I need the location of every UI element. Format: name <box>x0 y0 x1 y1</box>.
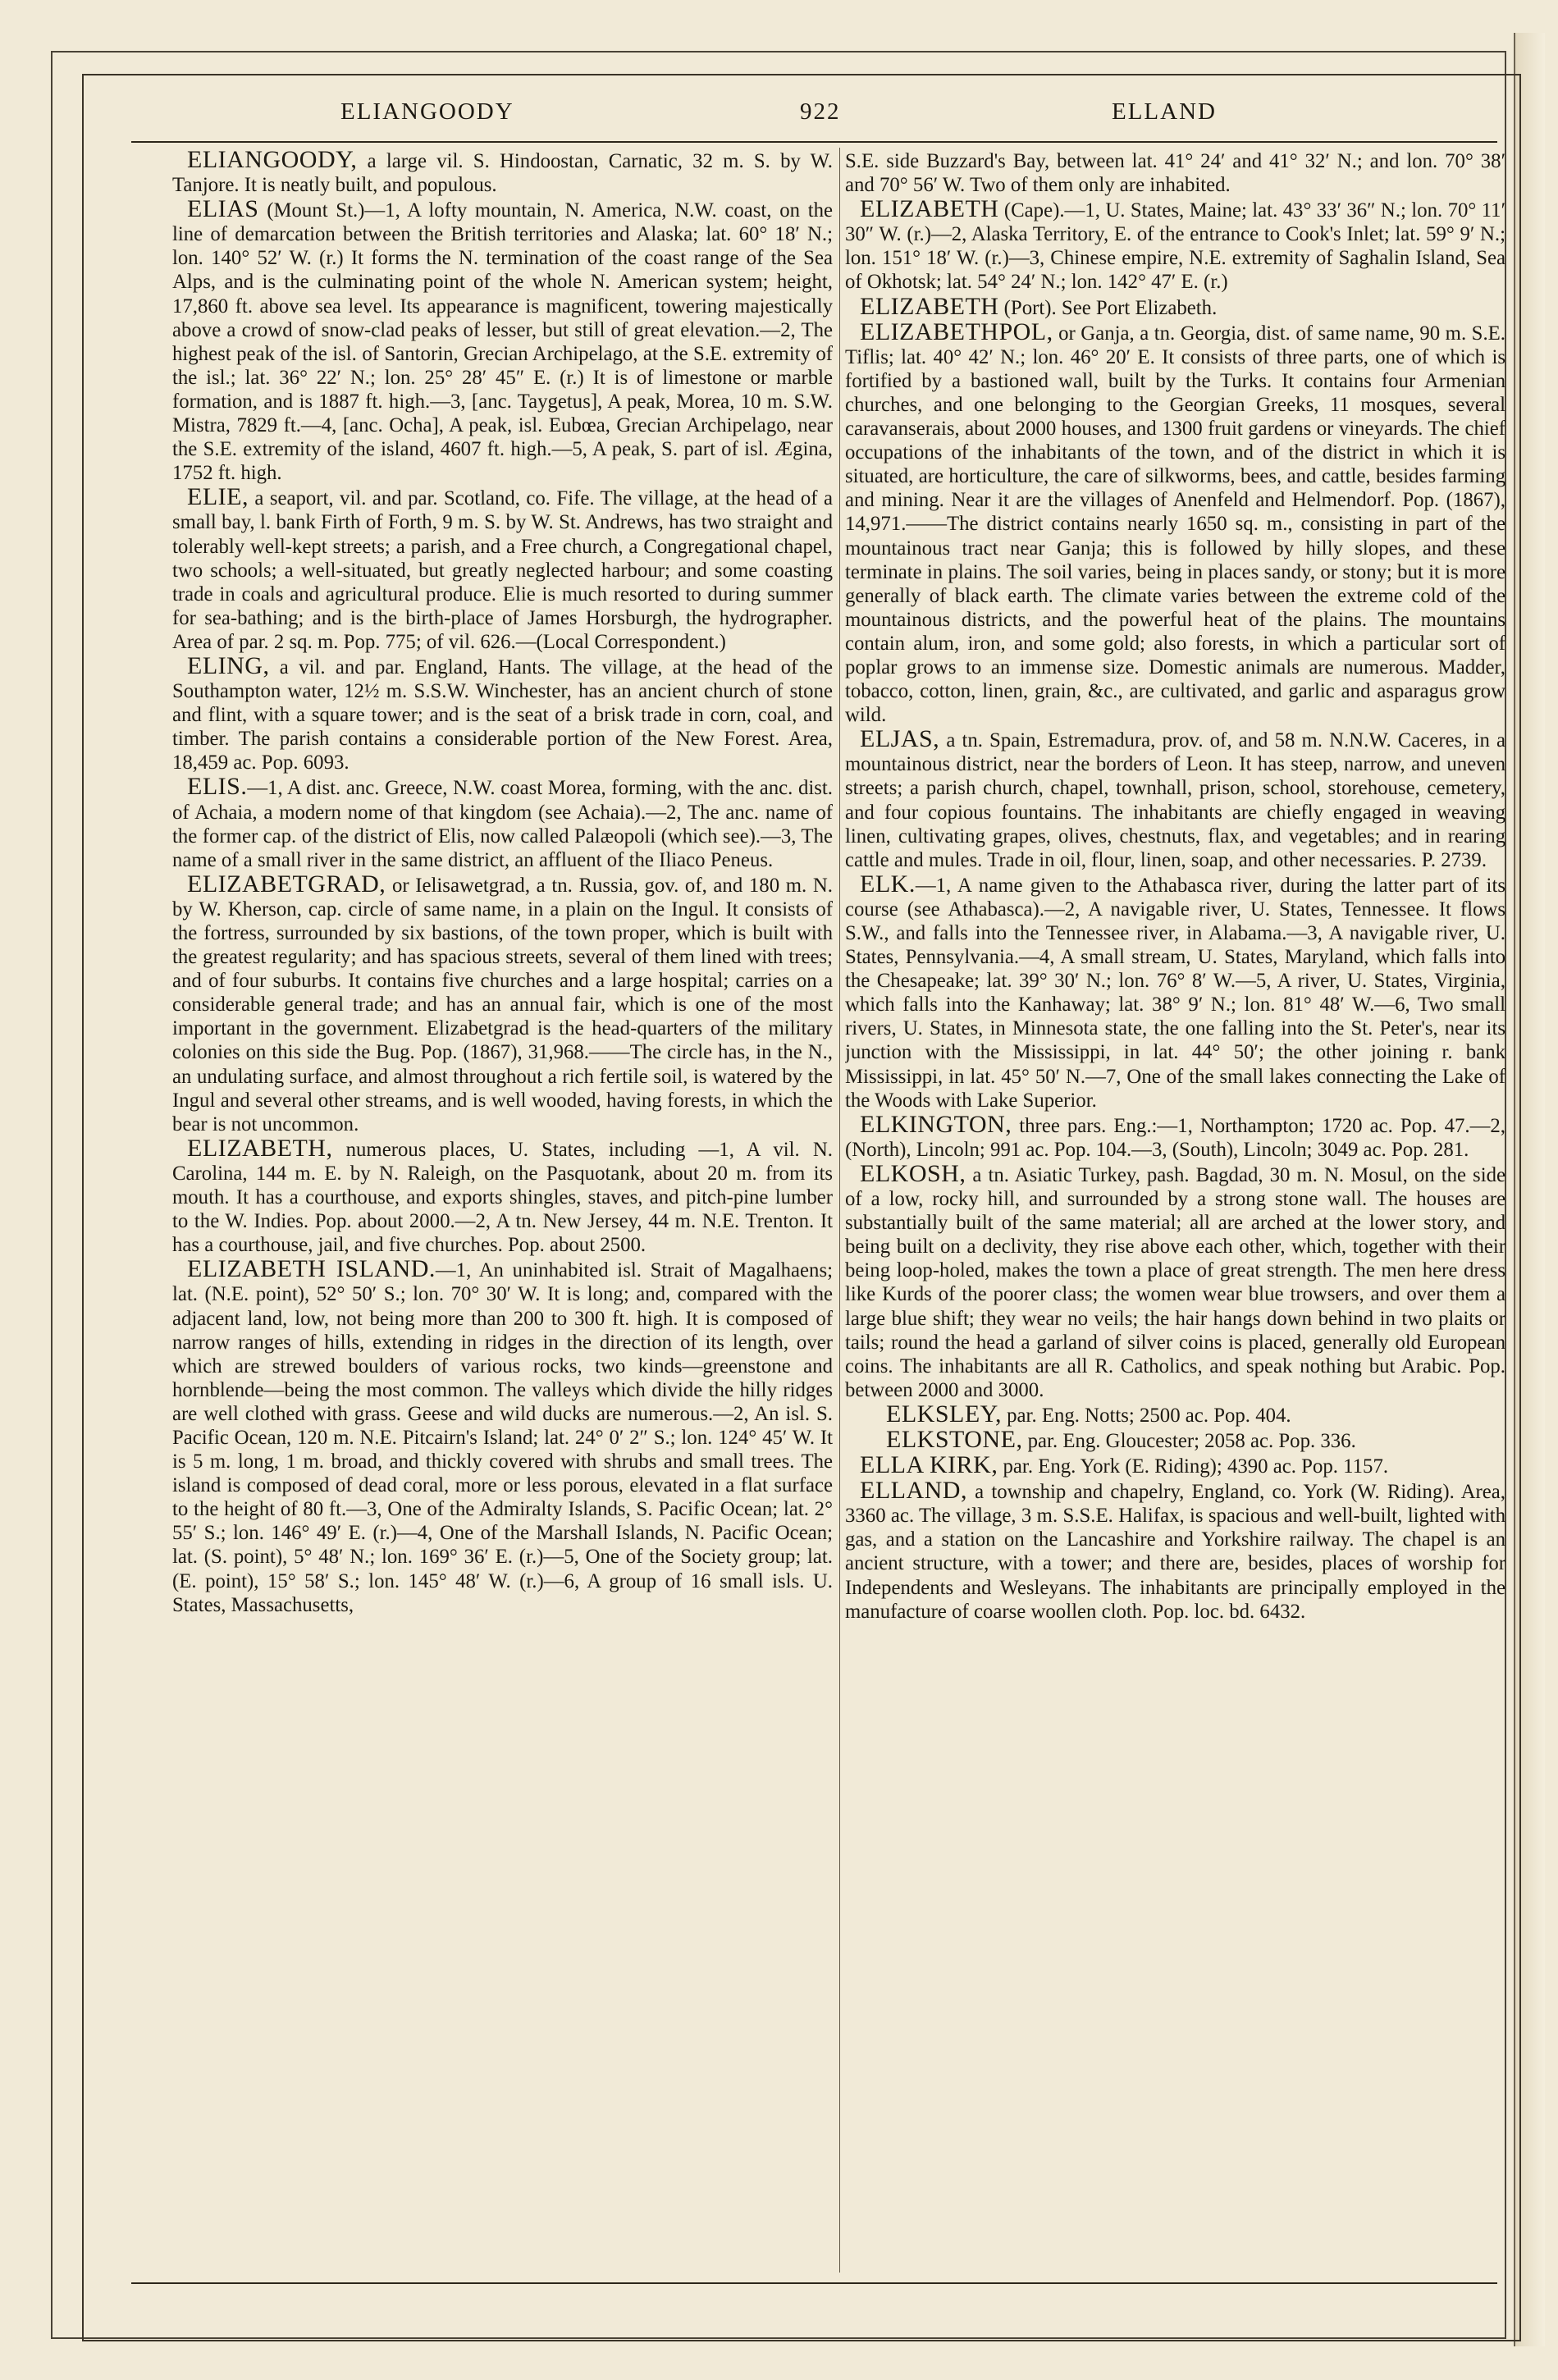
bottom-rule <box>131 2282 1497 2284</box>
entry-text: par. Eng. Notts; 2500 ac. Pop. 404. <box>1001 1404 1291 1427</box>
entry-headword: ELKINGTON, <box>860 1110 1012 1138</box>
header-right-word: ELLAND <box>1112 98 1217 125</box>
entry-headword: ELIS. <box>187 773 248 801</box>
entry-elizabeth <box>172 1136 833 1257</box>
entry-text: (Cape).—1, U. States, Maine; lat. 43° 33′ 36″ N.; lon. 70° 11′ 30″ W. (r.)—2, Alaska Territory, E. of the entrance to Cook's Inlet; lat. 59° 9′ N.; lon. 151° 18′ W. (r.)—3, Chinese empire, N.E. extremity of Saghalin Island, Sea of Okhotsk; lat. 54° 24′ N.; lon. 142° 47′ E. (r.) <box>845 199 1505 294</box>
entry-elizabeth-port <box>845 292 1505 320</box>
entry-elkosh <box>845 1159 1505 1402</box>
entry-eljas <box>845 727 1505 872</box>
entry-text: numerous places, U. States, including —1, A vil. N. Carolina, 144 m. E. by N. Raleigh, on the Pasquotank, about 20 m. from its mouth. It has a courthouse, and exports shingles, staves, and pitch-pine lumber to the W. Indies. Pop. about 2000.—2, A tn. New Jersey, 44 m. N.E. Trenton. It has a courthouse, jail, and five churches. Pop. about 2500. <box>172 1138 833 1257</box>
entry-headword: ELKOSH, <box>860 1159 966 1187</box>
entry-elias <box>172 197 833 485</box>
page-number: 922 <box>800 98 841 125</box>
header-rule <box>131 141 1497 143</box>
entry-elksley <box>845 1402 1505 1428</box>
entry-text: —1, An uninhabited isl. Strait of Magalhaens; lat. (N.E. point), 52° 50′ S.; lon. 70° 30′ W. It is long; and, compared with the adjacent land, low, not being more than 200 to 300 ft. high. It is composed of narrow ranges of hills, extending in ridges in the direction of its length, over which are strewed boulders of various rocks, two kinds—greenstone and hornblende—being the most common. The valleys which divide the hilly ridges are well clothed with grass. Geese and wild ducks are numerous.—2, An isl. S. Pacific Ocean, 120 m. N.E. Pitcairn's Island; lat. 24° 0′ 2″ S.; lon. 124° 45′ W. It is 5 m. long, 1 m. broad, and thickly covered with shrubs and small trees. The island is composed of dead coral, more or less porous, elevated in a flat surface to the height of 80 ft.—3, One of the Admiralty Islands, S. Pacific Ocean; lat. 2° 55′ S.; lon. 146° 49′ E. (r.)—4, One of the Marshall Islands, N. Pacific Ocean; lat. (S. point), 5° 48′ N.; lon. 169° 36′ E. (r.)—5, One of the Society group; lat. (E. point), 15° 58′ S.; lon. 145° 48′ W. (r.)—6, A group of 16 small isls. U. States, Massachusetts, <box>172 1259 833 1616</box>
entry-headword: ELIZABETH <box>860 292 999 320</box>
left-column <box>172 148 833 2268</box>
entry-text: (Port). See Port Elizabeth. <box>998 296 1218 319</box>
entry-headword: ELKSTONE, <box>886 1425 1023 1453</box>
entry-elizabeth-cape <box>845 197 1505 294</box>
header-left-word: ELIANGOODY <box>340 98 514 125</box>
column-divider <box>839 148 840 2273</box>
entry-text: or Ganja, a tn. Georgia, dist. of same name, 90 m. S.E. Tiflis; lat. 40° 42′ N.; lon. 46° 20′ E. It consists of three parts, one of which is fortified by a bastioned wall, built by the Turks. It contains four Armenian churches, and one belonging to the Georgian Greeks, 11 mosques, several caravanserais, about 2000 houses, and 1300 fruit gardens or vineyards. The chief occupations of the inhabitants of the town, and of the district in which it is situated, are horticulture, the care of silkworms, bees, and cattle, besides farming and mining. Near it are the villages of Anenfeld and Helmendorf. Pop. (1867), 14,971.——The district contains nearly 1650 sq. m., consisting in part of the mountainous tract near Ganja; this is followed by hilly slopes, and these terminate in plains. The soil varies, being in places sandy, or stony; but it is more generally of black earth. The climate varies between the extreme cold of the mountainous districts, and the powerful heat of the plains. The mountains contain alum, iron, and some gold; also forests, in which a particular sort of poplar grows to an immense size. Domestic animals are numerous. Madder, tobacco, cotton, linen, grain, &c., are cultivated, and garlic and asparagus grow wild. <box>845 322 1505 727</box>
entry-headword: ELIANGOODY, <box>187 148 358 173</box>
entry-headword: ELK. <box>860 870 916 898</box>
entry-headword: ELIZABETHPOL, <box>860 317 1053 345</box>
entry-text: a large vil. S. Hindoostan, Carnatic, 32 m. S. by W. Tanjore. It is neatly built, and populous. <box>172 150 833 197</box>
entry-headword: ELLA KIRK, <box>860 1451 998 1479</box>
entry-text: or Ielisawetgrad, a tn. Russia, gov. of, and 180 m. N. by W. Kherson, cap. circle of same name, in a plain on the Ingul. It consists of the fortress, surrounded by six bastions, of the town proper, which is built with the greatest regularity; and has spacious streets, several of them lined with trees; and of four suburbs. It contains five churches and a large hospital; carries on a considerable general trade; and has an annual fair, which is one of the most important in the government. Elizabetgrad is the head-quarters of the military colonies on this side the Bug. Pop. (1867), 31,968.——The circle has, in the N., an undulating surface, and almost throughout a rich fertile soil, is watered by the Ingul and several other streams, and is well wooded, having forests, in which the bear is not uncommon. <box>172 874 833 1135</box>
entry-headword: ELIZABETH ISLAND. <box>187 1255 436 1283</box>
entry-text: three pars. Eng.:—1, Northampton; 1720 ac. Pop. 47.—2, (North), Lincoln; 991 ac. Pop. 104.—3, (South), Lincoln; 3049 ac. Pop. 281. <box>845 1114 1505 1161</box>
entry-headword: ELLAND, <box>860 1477 967 1505</box>
entry-text: a tn. Spain, Estremadura, prov. of, and 58 m. N.N.W. Caceres, in a mountainous district, near the borders of Leon. It has steep, narrow, and uneven streets; a parish church, chapel, townhall, prison, school, storehouse, cemetery, and four copious fountains. The inhabitants are chiefly engaged in weaving linen, cultivating grapes, olives, chestnuts, flax, and vegetables; and in rearing cattle and mules. Trade in oil, flour, linen, soap, and other necessaries. P. 2739. <box>845 729 1505 871</box>
entry-text: (Mount St.)—1, A lofty mountain, N. America, N.W. coast, on the line of demarcation between the British territories and Alaska; lat. 60° 18′ N.; lon. 140° 52′ W. (r.) It forms the N. termination of the coast range of the Sea Alps, and is the culminating point of the whole N. American system; height, 17,860 ft. above sea level. Its appearance is magnificent, towering majestically above a crowd of snow-clad peaks of lesser, but still of great elevation.—2, The highest peak of the isl. of Santorin, Grecian Archipelago, at the S.E. extremity of the isl.; lat. 36° 22′ N.; lon. 25° 28′ 45″ E. (r.) It is of limestone or marble formation, and is 1887 ft. high.—3, [anc. Taygetus], A peak, Morea, 10 m. S.W. Mistra, 7829 ft.—4, [anc. Ocha], A peak, isl. Eubœa, Grecian Archipelago, near the S.E. extremity of the island, 4607 ft. high.—5, A peak, S. part of isl. Ægina, 1752 ft. high. <box>172 199 833 485</box>
entry-text: S.E. side Buzzard's Bay, between lat. 41° 24′ and 41° 32′ N.; and lon. 70° 38′ and 70° 56′ W. Two of them only are inhabited. <box>845 150 1505 197</box>
entry-elis <box>172 774 833 871</box>
entry-headword: ELIZABETH, <box>187 1134 333 1162</box>
entry-eliangoody <box>172 148 833 197</box>
entry-elland <box>845 1478 1505 1624</box>
entry-text: a seaport, vil. and par. Scotland, co. Fife. The village, at the head of a small bay, l. bank Firth of Forth, 9 m. S. by W. St. Andrews, has two straight and tolerably well-kept streets; a parish, and a Free church, a Congregational chapel, two schools; a well-situated, but greatly neglected harbour; and some coasting trade in coals and agricultural produce. Elie is much resorted to during summer for sea-bathing; and is the birth-place of James Horsburgh, the hydrographer. Area of par. 2 sq. m. Pop. 775; of vil. 626.—(Local Correspondent.) <box>172 487 833 653</box>
entry-elkington <box>845 1112 1505 1162</box>
entry-headword: ELIE, <box>187 483 249 511</box>
entry-elizabetgrad <box>172 872 833 1136</box>
entry-continuation <box>845 148 1505 197</box>
entry-text: —1, A name given to the Athabasca river, during the latter part of its course (see Athabasca).—2, A navigable river, U. States, Tennessee. It flows S.W., and falls into the Tennessee river, in Alabama.—3, A navigable river, U. States, Pennsylvania.—4, A small stream, U. States, Maryland, which falls into the Chesapeake; lat. 39° 30′ N.; lon. 76° 8′ W.—5, A river, U. States, Virginia, which falls into the Kanhaway; lat. 38° 9′ N.; lon. 81° 48′ W.—6, Two small rivers, U. States, in Minnesota state, the one falling into the St. Peter's, near its junction with the Mississippi, in lat. 44° 50′; the other joining r. bank Mississippi, in lat. 45° 50′ N.—7, One of the small lakes connecting the Lake of the Woods with Lake Superior. <box>845 874 1505 1112</box>
entry-text: par. Eng. York (E. Riding); 4390 ac. Pop. 1157. <box>998 1455 1389 1478</box>
entry-elk <box>845 872 1505 1112</box>
entry-headword: ELIZABETGRAD, <box>187 870 386 898</box>
entry-headword: ELJAS, <box>860 725 940 753</box>
entry-text: a vil. and par. England, Hants. The village, at the head of the Southampton water, 12½ m. S.S.W. Winchester, has an ancient church of stone and flint, with a square tower; and is the seat of a brisk trade in corn, coal, and timber. The parish contains a considerable portion of the New Forest. Area, 18,459 ac. Pop. 6093. <box>172 656 833 774</box>
entry-text: a township and chapelry, England, co. York (W. Riding). Area, 3360 ac. The village, 3 m. S.S.E. Halifax, is spacious and well-built, lighted with gas, and a station on the Lancashire and Yorkshire railway. The chapel is an ancient structure, with a tower; and there are, besides, places of worship for Independents and Wesleyans. The inhabitants are principally employed in the manufacture of coarse woollen cloth. Pop. loc. bd. 6432. <box>845 1481 1505 1623</box>
entry-elie <box>172 485 833 654</box>
entry-text: —1, A dist. anc. Greece, N.W. coast Morea, forming, with the anc. dist. of Achaia, a modern nome of that kingdom (see Achaia).—2, The anc. name of the former cap. of the district of Elis, now called Palæopoli (which see).—3, The name of a small river in the same district, an affluent of the Iliaco Peneus. <box>172 777 833 871</box>
right-column <box>845 148 1505 2268</box>
entry-text: par. Eng. Gloucester; 2058 ac. Pop. 336. <box>1022 1429 1356 1452</box>
entry-headword: ELIZABETH <box>860 195 999 223</box>
entry-text: a tn. Asiatic Turkey, pash. Bagdad, 30 m. N. Mosul, on the side of a low, rocky hill, and surrounded by a strong stone wall. The houses are substantially built of the same material; all are arched at the lower story, and being built on a declivity, they rise above each other, which, together with their being loop-holed, makes the town a place of great strength. The men here dress like Kurds of the poorer class; the women wear blue trowsers, and over them a large blue shift; they wear no veils; the hair hangs down behind in two plaits or tails; round the head a garland of silver coins is placed, generally old European coins. The inhabitants are all R. Catholics, and speak nothing but Arabic. Pop. between 2000 and 3000. <box>845 1163 1505 1401</box>
entry-eling <box>172 651 833 774</box>
entry-headword: ELIAS <box>187 195 259 223</box>
entry-elizabethpol <box>845 317 1505 728</box>
entry-elkstone <box>845 1425 1505 1453</box>
entry-ella-kirk <box>845 1453 1505 1478</box>
entry-elizabeth-island <box>172 1257 833 1616</box>
entry-headword: ELING, <box>187 651 270 679</box>
running-header <box>131 89 1493 138</box>
entry-headword: ELKSLEY, <box>886 1400 1002 1428</box>
